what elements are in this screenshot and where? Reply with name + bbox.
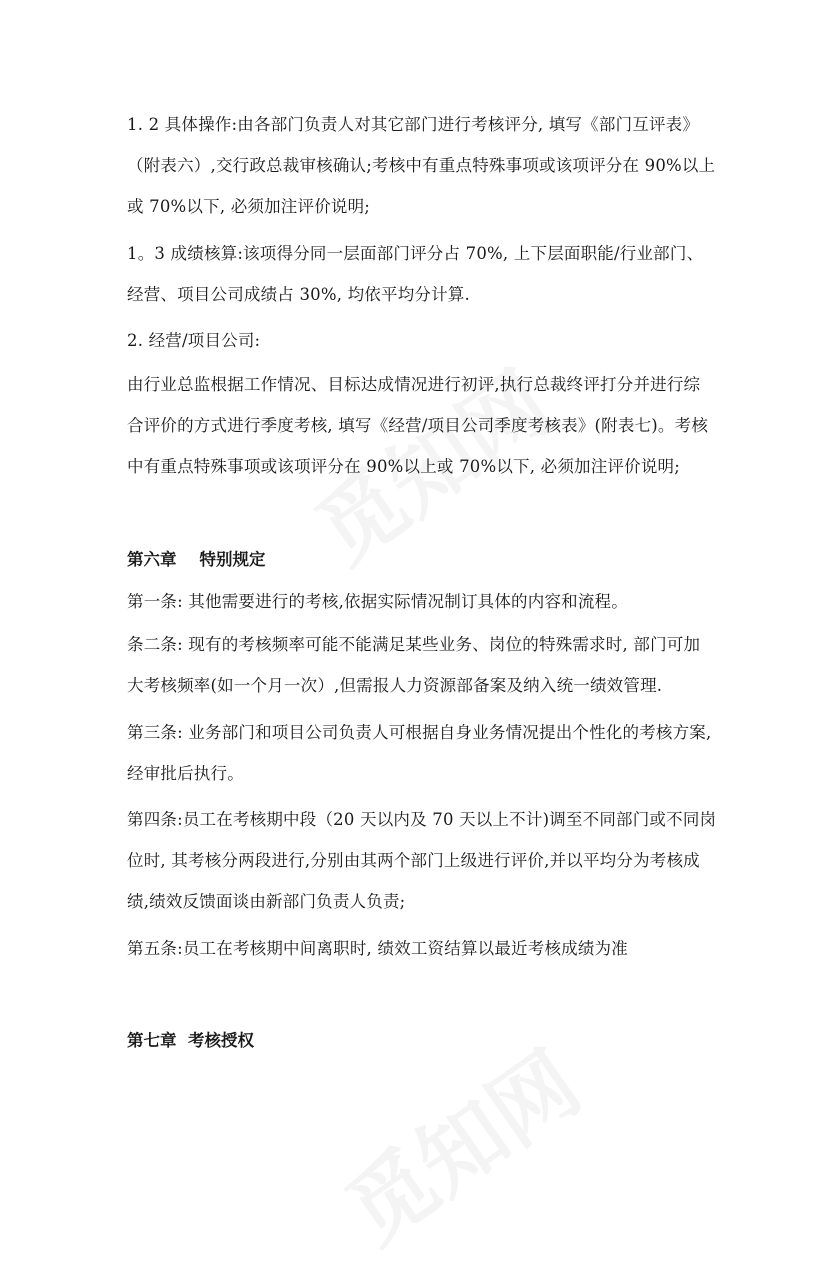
paragraph-2-body bbox=[127, 364, 717, 487]
text-line: 第五条:员工在考核期中间离职时, 绩效工资结算以最近考核成绩为准 bbox=[127, 939, 628, 958]
text-line: 合评价的方式进行季度考核, 填写《经营/项目公司季度考核表》(附表七)。考核 bbox=[127, 416, 709, 435]
text-line: 第三条: 业务部门和项目公司负责人可根据自身业务情况提出个性化的考核方案, bbox=[127, 723, 712, 742]
chapter-6-heading: 第六章 特别规定 bbox=[127, 550, 266, 569]
text-line: 中有重点特殊事项或该项评分在 90%以上或 70%以下, 必须加注评价说明; bbox=[127, 457, 680, 476]
text-line: 第一条: 其他需要进行的考核,依据实际情况制订具体的内容和流程。 bbox=[127, 592, 628, 611]
text-line: 2. 经营/项目公司: bbox=[127, 331, 261, 350]
text-line: 位时, 其考核分两段进行,分别由其两个部门上级进行评价,并以平均分为考核成 bbox=[127, 851, 700, 870]
paragraph-2-title bbox=[127, 320, 717, 361]
text-line: 大考核频率(如一个月一次）,但需报人力资源部备案及纳入统一绩效管理. bbox=[127, 676, 663, 695]
text-line: 绩,绩效反馈面谈由新部门负责人负责; bbox=[127, 892, 406, 911]
text-line: 经审批后执行。 bbox=[127, 764, 244, 783]
article-1 bbox=[127, 581, 717, 622]
text-line: 条二条: 现有的考核频率可能不能满足某些业务、岗位的特殊需求时, 部门可加 bbox=[127, 635, 701, 654]
article-4 bbox=[127, 799, 717, 922]
text-line: 或 70%以下, 必须加注评价说明; bbox=[127, 197, 371, 216]
article-3 bbox=[127, 712, 717, 794]
text-line: 经营、项目公司成绩占 30%, 均依平均分计算. bbox=[127, 285, 470, 304]
watermark bbox=[318, 1017, 600, 1267]
paragraph-1-2 bbox=[127, 104, 717, 227]
paragraph-1-3 bbox=[127, 233, 717, 315]
text-line: 1. 2 具体操作:由各部门负责人对其它部门进行考核评分, 填写《部门互评表》 bbox=[127, 115, 700, 134]
text-line: 第四条:员工在考核期中段（20 天以内及 70 天以上不计)调至不同部门或不同岗 bbox=[127, 810, 717, 829]
text-line: 1。3 成绩核算:该项得分同一层面部门评分占 70%, 上下层面职能/行业部门、 bbox=[127, 244, 704, 263]
article-2 bbox=[127, 624, 717, 706]
article-5 bbox=[127, 928, 717, 969]
chapter-7-heading: 第七章 考核授权 bbox=[127, 1031, 254, 1050]
text-line: （附表六）,交行政总裁审核确认;考核中有重点特殊事项或该项评分在 90%以上 bbox=[127, 156, 716, 175]
text-line: 由行业总监根据工作情况、目标达成情况进行初评,执行总裁终评打分并进行综 bbox=[127, 375, 701, 394]
